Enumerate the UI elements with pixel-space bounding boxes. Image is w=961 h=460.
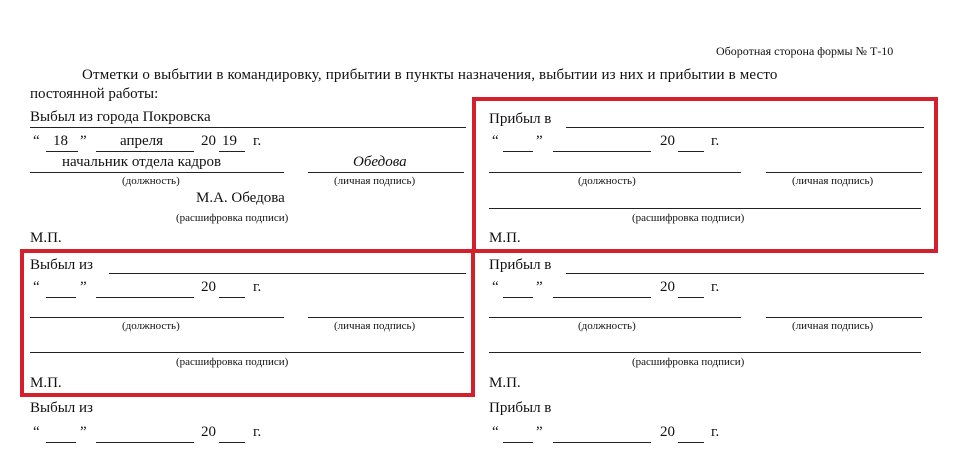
year-unit: г. [711,133,720,149]
quote-close: ” [80,133,87,149]
decoding-caption: (расшифровка подписи) [176,356,289,368]
year-prefix: 20 [660,279,675,295]
quote-close: ” [536,133,543,149]
departure-label: Выбыл из [30,257,93,273]
quote-open: “ [33,279,40,295]
position-caption: (должность) [122,320,180,332]
signature-caption: (личная подпись) [792,175,874,187]
departure-label: Выбыл из [30,400,93,416]
position-underline [489,317,741,318]
year-underline [219,151,245,152]
year-prefix: 20 [660,133,675,149]
signature-value: Обедова [353,154,407,170]
quote-close: ” [536,279,543,295]
stamp-label: М.П. [489,230,521,246]
year-prefix: 20 [201,424,216,440]
year-unit: г. [253,279,262,295]
arrival-label-underline [566,273,924,274]
month-underline [96,442,194,443]
departure-day: 18 [53,133,68,149]
quote-open: “ [33,133,40,149]
signature-caption: (личная подпись) [792,320,874,332]
position-value: начальник отдела кадров [62,154,222,170]
year-unit: г. [253,133,262,149]
arrival-label: Прибыл в [489,400,552,416]
signature-underline [766,317,922,318]
form-reference: Оборотная сторона формы № Т-10 [716,44,894,58]
signature-underline [308,172,464,173]
position-caption: (должность) [578,175,636,187]
intro-text-line1: Отметки о выбытии в командировку, прибытии в пункты назначения, выбытии из них и прибытии в место [82,67,778,83]
position-caption: (должность) [122,175,180,187]
signature-caption: (личная подпись) [334,320,416,332]
month-underline [553,297,651,298]
decoding-underline [489,352,921,353]
departure-year-suffix: 19 [222,133,237,149]
stamp-label: М.П. [489,375,521,391]
position-caption: (должность) [578,320,636,332]
year-unit: г. [253,424,262,440]
departure-label: Выбыл из города Покровска [30,109,211,125]
year-unit: г. [711,279,720,295]
year-unit: г. [711,424,720,440]
month-underline [553,442,651,443]
day-underline [46,151,78,152]
quote-open: “ [492,279,499,295]
signature-caption: (личная подпись) [334,175,416,187]
intro-text-line2: постоянной работы: [30,86,159,102]
departure-label-underline [30,127,466,128]
year-underline [678,297,704,298]
year-underline [678,442,704,443]
quote-close: ” [80,424,87,440]
stamp-label: М.П. [30,230,62,246]
quote-close: ” [80,279,87,295]
day-underline [503,442,533,443]
quote-open: “ [492,424,499,440]
day-underline [46,442,76,443]
departure-month: апреля [120,133,164,149]
arrival-label: Прибыл в [489,111,552,127]
highlight-frame-arrival [472,97,938,253]
year-prefix: 20 [201,133,216,149]
position-underline [30,172,284,173]
month-underline [96,151,194,152]
day-underline [503,297,533,298]
arrival-label: Прибыл в [489,257,552,273]
decoding-caption: (расшифровка подписи) [632,212,745,224]
stamp-label: М.П. [30,375,62,391]
quote-close: ” [536,424,543,440]
year-prefix: 20 [201,279,216,295]
highlight-frame-departure [20,249,475,397]
year-prefix: 20 [660,424,675,440]
quote-open: “ [33,424,40,440]
quote-open: “ [492,133,499,149]
decoding-value: М.А. Обедова [196,190,285,206]
decoding-caption: (расшифровка подписи) [632,356,745,368]
decoding-caption: (расшифровка подписи) [176,212,289,224]
year-underline [219,442,245,443]
